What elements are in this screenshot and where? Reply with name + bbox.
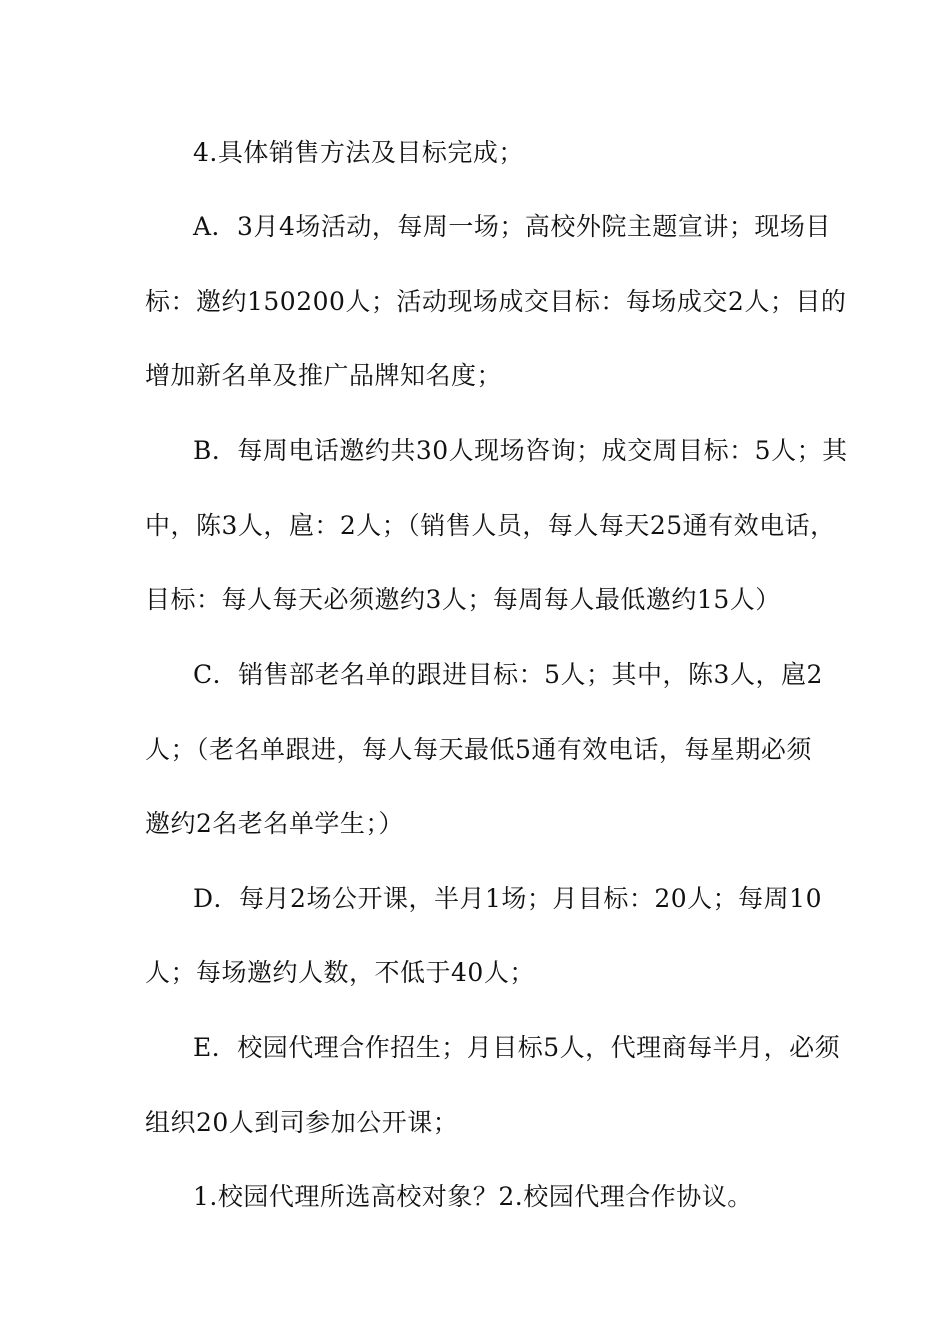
paragraph-line: E．校园代理合作招生；月目标5人，代理商每半月，必须: [193, 1033, 841, 1062]
paragraph-line: A．3月4场活动，每周一场；高校外院主题宣讲；现场目: [193, 212, 831, 241]
paragraph-line: 组织20人到司参加公开课；: [145, 1108, 459, 1137]
paragraph-line: 中，陈3人，扈：2人；（销售人员，每人每天25通有效电话，: [145, 511, 836, 540]
paragraph-line: 1.校园代理所选高校对象？2.校园代理合作协议。: [193, 1182, 753, 1211]
section-heading: 4.具体销售方法及目标完成；: [193, 138, 524, 167]
paragraph-line: 人；每场邀约人数，不低于40人；: [145, 958, 535, 987]
paragraph-line: B．每周电话邀约共30人现场咨询；成交周目标：5人；其: [193, 436, 848, 465]
paragraph-line: 增加新名单及推广品牌知名度；: [145, 361, 503, 390]
paragraph-line: 目标：每人每天必须邀约3人；每周每人最低邀约15人）: [145, 585, 781, 614]
paragraph-line: 邀约2名老名单学生；）: [145, 809, 404, 838]
paragraph-line: 人；（老名单跟进，每人每天最低5通有效电话，每星期必须: [145, 735, 812, 764]
paragraph-line: C．销售部老名单的跟进目标：5人；其中，陈3人，扈2: [193, 660, 823, 689]
paragraph-line: 标：邀约150200人；活动现场成交目标：每场成交2人；目的: [145, 287, 847, 316]
paragraph-line: D．每月2场公开课，半月1场；月目标：20人；每周10: [193, 884, 822, 913]
